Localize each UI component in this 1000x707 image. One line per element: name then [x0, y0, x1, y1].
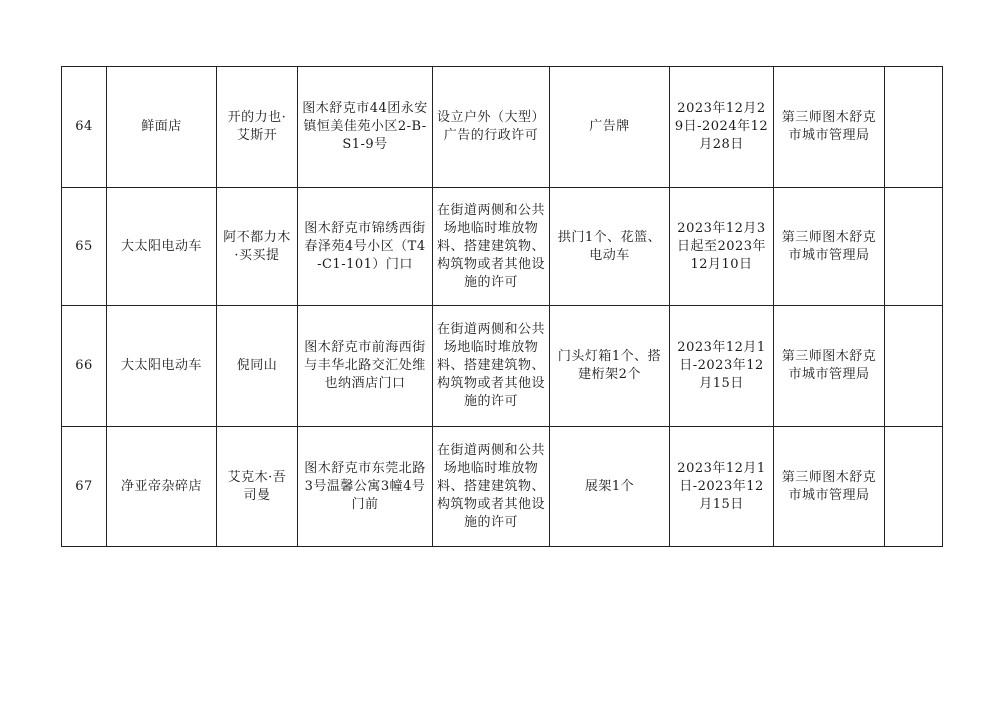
permit-content: 拱门1个、花篮、电动车 — [550, 188, 670, 306]
permit-period: 2023年12月29日-2024年12月28日 — [670, 67, 774, 188]
note-cell — [885, 67, 943, 188]
issuing-authority: 第三师图木舒克市城市管理局 — [774, 188, 885, 306]
store-name: 鲜面店 — [107, 67, 217, 188]
issuing-authority: 第三师图木舒克市城市管理局 — [774, 306, 885, 427]
store-name: 大太阳电动车 — [107, 188, 217, 306]
permit-matter: 在街道两侧和公共场地临时堆放物料、搭建建筑物、构筑物或者其他设施的许可 — [433, 306, 550, 427]
person-name: 开的力也·艾斯开 — [217, 67, 298, 188]
row-number: 64 — [62, 67, 107, 188]
store-name: 净亚帝杂碎店 — [107, 427, 217, 547]
permit-period: 2023年12月1日-2023年12月15日 — [670, 306, 774, 427]
permit-content: 展架1个 — [550, 427, 670, 547]
permit-matter: 在街道两侧和公共场地临时堆放物料、搭建建筑物、构筑物或者其他设施的许可 — [433, 188, 550, 306]
row-number: 67 — [62, 427, 107, 547]
table-row — [62, 306, 943, 427]
address: 图木舒克市锦绣西街春泽苑4号小区（T4-C1-101）门口 — [298, 188, 433, 306]
address: 图木舒克市前海西街与丰华北路交汇处维也纳酒店门口 — [298, 306, 433, 427]
permit-matter: 设立户外（大型）广告的行政许可 — [433, 67, 550, 188]
issuing-authority: 第三师图木舒克市城市管理局 — [774, 67, 885, 188]
table-row — [62, 188, 943, 306]
address: 图木舒克市44团永安镇恒美佳苑小区2-B-S1-9号 — [298, 67, 433, 188]
note-cell — [885, 427, 943, 547]
table-row — [62, 67, 943, 188]
issuing-authority: 第三师图木舒克市城市管理局 — [774, 427, 885, 547]
permit-period: 2023年12月3日起至2023年12月10日 — [670, 188, 774, 306]
permit-period: 2023年12月1日-2023年12月15日 — [670, 427, 774, 547]
person-name: 艾克木·吾司曼 — [217, 427, 298, 547]
note-cell — [885, 188, 943, 306]
address: 图木舒克市东莞北路3号温馨公寓3幢4号门前 — [298, 427, 433, 547]
store-name: 大太阳电动车 — [107, 306, 217, 427]
permit-content: 门头灯箱1个、搭建桁架2个 — [550, 306, 670, 427]
table-row — [62, 427, 943, 547]
person-name: 阿不都力木·买买提 — [217, 188, 298, 306]
person-name: 倪同山 — [217, 306, 298, 427]
permit-content: 广告牌 — [550, 67, 670, 188]
row-number: 66 — [62, 306, 107, 427]
permit-table — [61, 66, 943, 547]
row-number: 65 — [62, 188, 107, 306]
permit-matter: 在街道两侧和公共场地临时堆放物料、搭建建筑物、构筑物或者其他设施的许可 — [433, 427, 550, 547]
note-cell — [885, 306, 943, 427]
